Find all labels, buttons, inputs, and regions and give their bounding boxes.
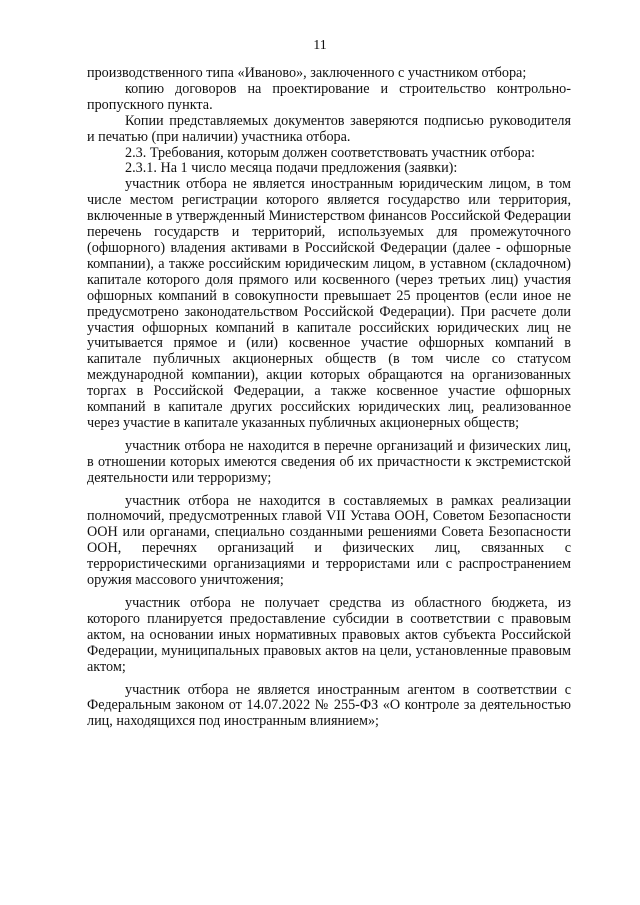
requirement-foreign-agent: участник отбора не является иностранным агентом в соответствии с Федеральным законом от 14.07.2022 № 255-ФЗ «О контроле за деятельностью лиц, находящихся под иностранным влиянием»;	[87, 681, 571, 730]
requirement-regional-budget: участник отбора не получает средства из областного бюджета, из которого планируется предоставление субсидии в соответствии с правовым актом, на основании иных нормативных правовых актов субъекта Российской Федерации, муниципальных правовых актов на цели, установленные правовым актом;	[87, 595, 571, 675]
paragraph-contract-ivanovo: производственного типа «Иваново», заключенного с участником отбора;	[87, 65, 527, 81]
section-heading-2-3-1: 2.3.1. На 1 число месяца подачи предложения (заявки):	[125, 160, 458, 177]
requirement-un-sanctions: участник отбора не находится в составляемых в рамках реализации полномочий, предусмотренных главой VII Устава ООН, Советом Безопасности ООН или органами, специально созданными решениями Совета Безопасности ООН, перечнях организаций и физических лиц, связанных с террористическими организациями и террористами или с распространением оружия массового уничтожения;	[87, 492, 571, 589]
page-number: 11	[313, 38, 327, 53]
document-body	[87, 66, 571, 730]
paragraph-checkpoint-contracts: копию договоров на проектирование и строительство контрольно-пропускного пункта.	[87, 80, 571, 113]
section-heading-2-3: 2.3. Требования, которым должен соответствовать участник отбора:	[125, 144, 535, 161]
requirement-offshore: участник отбора не является иностранным юридическим лицом, в том числе местом регистрации которого является государство или территория, включенные в утвержденный Министерством финансов Российской Федерации перечень государств и территорий, используемых для промежуточного (офшорного) владения активами в Российской Федерации (далее - офшорные компании), а также российским юридическим лицом, в уставном (складочном) капитале которого доля прямого или косвенного (через третьих лиц) участия офшорных компаний в совокупности превышает 25 процентов (если иное не предусмотрено законодательством Российской Федерации). При расчете доли участия офшорных компаний в капитале российских юридических лиц не учитывается прямое и (или) косвенное участие офшорных компаний в капитале публичных акционерных обществ (в том числе со статусом международной компании), акции которых обращаются на организованных торгах в Российской Федерации, а также косвенное участие офшорных компаний в капитале других российских юридических лиц, реализованное через участие в капитале указанных публичных акционерных обществ;	[87, 176, 571, 431]
paragraph-document-certification: Копии представляемых документов заверяются подписью руководителя и печатью (при наличии) участника отбора.	[87, 112, 571, 145]
requirement-extremism-list: участник отбора не находится в перечне организаций и физических лиц, в отношении которых имеются сведения об их причастности к экстремистской деятельности или терроризму;	[87, 437, 571, 486]
